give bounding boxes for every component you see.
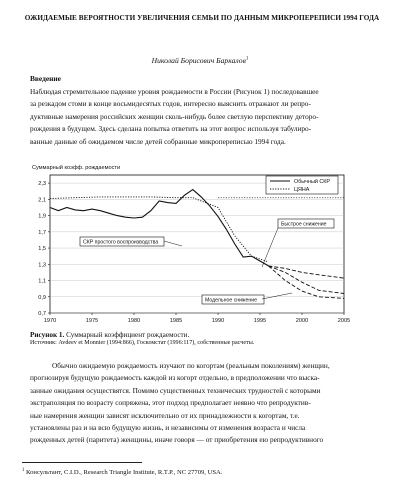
y-tick-label: 1,1	[38, 278, 46, 285]
body-line: рожденных детей (паритета) женщины, иначе говоря — от приобретения ею репродуктивного	[30, 435, 324, 445]
annotation-fast-decline: Быстрое снижение	[281, 221, 327, 228]
footnote-mark: 1	[22, 468, 25, 473]
legend-label: ЦЯНА	[294, 187, 310, 193]
series-line-2	[268, 266, 344, 299]
x-tick-label: 1970	[43, 318, 57, 324]
x-tick-label: 2000	[295, 318, 309, 324]
intro-line: рождения в будущем. Здесь сделана попытка ответить на этот вопрос используя табулиро-	[30, 124, 312, 134]
legend-label: Обычный СКР	[294, 179, 330, 185]
intro-line: ванные данные об ожидаемом числе детей собранные микропереписью 1994 года.	[30, 136, 286, 146]
footnote	[22, 468, 222, 476]
body-paragraph	[30, 360, 378, 447]
series-line-1	[50, 197, 268, 262]
x-tick-label: 1995	[253, 318, 267, 324]
annotation-leader	[262, 293, 292, 299]
y-tick-label: 1,7	[38, 229, 46, 236]
intro-line: дуктивные намерения российских женщин сколь-нибудь более светлую перспективу деторо-	[30, 111, 319, 121]
x-tick-label: 1975	[85, 318, 99, 324]
y-tick-label: 0,9	[38, 294, 46, 301]
body-line: прогнозируя будущую рождаемость каждой из когорт отдельно, в предположении что выска-	[30, 373, 320, 383]
series-line-3	[268, 266, 344, 294]
footnote-divider	[22, 462, 142, 463]
figure-source: Источник: Avdeev et Monnier (1994:866), Госкомстат (1996:117), собственные расчеты.	[30, 340, 255, 346]
footnote-text: Консультант, C.I.D., Research Triangle Institute, R.T.P., NC 27709, USA.	[24, 469, 223, 477]
y-axis-label: Суммарный коэфф. рождаемости	[32, 165, 121, 171]
intro-paragraph	[30, 86, 378, 148]
figure-caption	[30, 331, 254, 346]
body-line: занные ожидания осуществятся. Помимо существенных технических трудностей с которыми	[30, 385, 321, 395]
document-title: ОЖИДАЕМЫЕ ВЕРОЯТНОСТИ УВЕЛИЧЕНИЯ СЕМЬИ ПО ДАННЫМ МИКРОПЕРЕПИСИ 1994 ГОДА	[24, 14, 380, 22]
body-line: Обычно ожидаемую рождаемость изучают по когортам (реальным поколениям) женщин,	[52, 361, 330, 370]
x-tick-label: 1985	[169, 318, 183, 324]
section-heading-intro: Введение	[30, 74, 61, 83]
figure-caption-label: Рисунок 1.	[30, 331, 65, 339]
y-tick-label: 2,3	[38, 181, 46, 188]
tfr-line-chart	[22, 155, 362, 330]
annotation-replacement: СКР простого воспроизводства	[83, 239, 159, 246]
annotation-model-decline: Модельное снижение	[205, 297, 258, 304]
y-tick-label: 1,9	[38, 213, 46, 220]
series-line-0	[50, 190, 268, 266]
author-name: Николай Борисович Баркалов	[151, 56, 246, 65]
y-tick-label: 1,3	[38, 262, 46, 269]
x-tick-label: 1990	[211, 318, 225, 324]
figure-caption-text: Суммарный коэффициент рождаемости.	[64, 331, 190, 339]
y-tick-label: 2,1	[38, 197, 46, 204]
annotation-leader	[164, 241, 182, 246]
intro-line: за резкадом стоми в конце восьмидесятых годов, интересно выяснить отражают ли репро-	[30, 99, 311, 109]
body-line: ные намерения женщин зависят исключительно от их принадлежности к когортам, т.е.	[30, 410, 300, 420]
author-footnote-mark: 1	[245, 56, 249, 62]
x-tick-label: 1980	[127, 318, 141, 324]
body-line: установлены раз и на всю будущую жизнь, и независимы от изменения возраста и числа	[30, 423, 306, 433]
y-tick-label: 1,5	[38, 246, 46, 253]
y-tick-label: 0,7	[38, 311, 46, 317]
author-line	[0, 56, 400, 65]
annotation-leader	[262, 228, 278, 267]
body-line: экстраполяция по возрасту сопряжена, этот подход предполагает неявно что репродуктив-	[30, 398, 311, 408]
intro-line: Наблюдая стремительное падение уровня рождаемости в России (Рисунок 1) последовавшее	[30, 87, 319, 96]
x-tick-label: 2005	[337, 318, 351, 324]
